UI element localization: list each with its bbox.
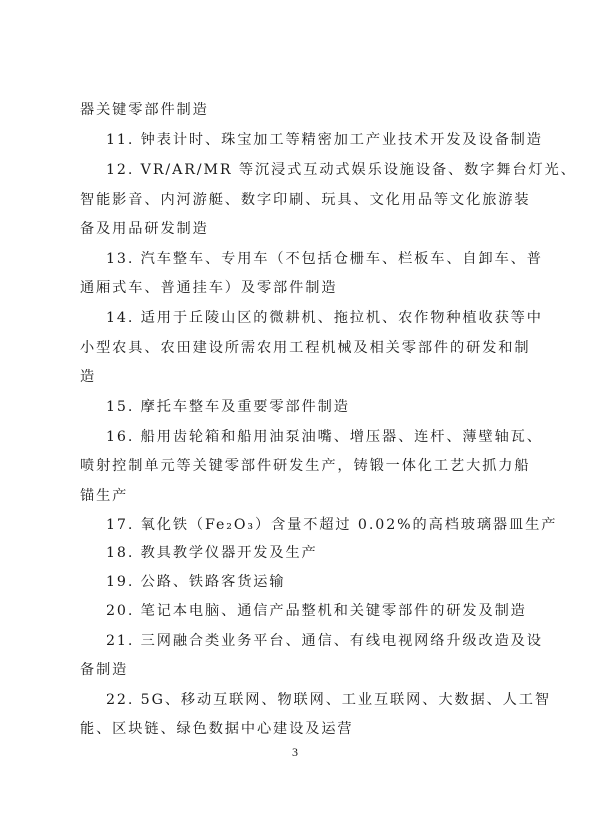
- list-item-14: 14. 适用于丘陵山区的微耕机、拖拉机、农作物种植收获等中: [106, 310, 543, 326]
- list-item-17: 17. 氧化铁（Fe₂O₃）含量不超过 0.02%的高档玻璃器皿生产: [106, 517, 558, 533]
- list-item-21: 21. 三网融合类业务平台、通信、有线电视网络升级改造及设: [106, 633, 543, 649]
- list-item-11: 11. 钟表计时、珠宝加工等精密加工产业技术开发及设备制造: [106, 132, 543, 148]
- text-line: 备制造: [80, 662, 129, 678]
- text-line: 能、区块链、绿色数据中心建设及运营: [80, 721, 354, 737]
- page-number: 3: [292, 745, 298, 759]
- text-line: 器关键零部件制造: [80, 102, 209, 118]
- list-item-19: 19. 公路、铁路客货运输: [106, 574, 286, 590]
- text-line: 喷射控制单元等关键零部件研发生产，铸锻一体化工艺大抓力船: [80, 458, 531, 474]
- text-line: 智能影音、内河游艇、数字印刷、玩具、文化用品等文化旅游装: [80, 192, 531, 208]
- text-line: 小型农具、农田建设所需农用工程机械及相关零部件的研发和制: [80, 340, 531, 356]
- list-item-20: 20. 笔记本电脑、通信产品整机和关键零部件的研发及制造: [106, 603, 527, 619]
- text-line: 锚生产: [80, 488, 129, 504]
- list-item-15: 15. 摩托车整车及重要零部件制造: [106, 399, 350, 415]
- text-line: 造: [80, 369, 97, 385]
- list-item-18: 18. 教具教学仪器开发及生产: [106, 545, 318, 561]
- list-item-12: 12. VR/AR/MR 等沉浸式互动式娱乐设施设备、数字舞台灯光、: [106, 162, 577, 178]
- list-item-22: 22. 5G、移动互联网、物联网、工业互联网、大数据、人工智: [106, 692, 551, 708]
- list-item-13: 13. 汽车整车、专用车（不包括仓栅车、栏板车、自卸车、普: [106, 251, 543, 267]
- text-line: 通厢式车、普通挂车）及零部件制造: [80, 280, 338, 296]
- text-line: 备及用品研发制造: [80, 221, 209, 237]
- list-item-16: 16. 船用齿轮箱和船用油泵油嘴、增压器、连杆、薄壁轴瓦、: [106, 429, 543, 445]
